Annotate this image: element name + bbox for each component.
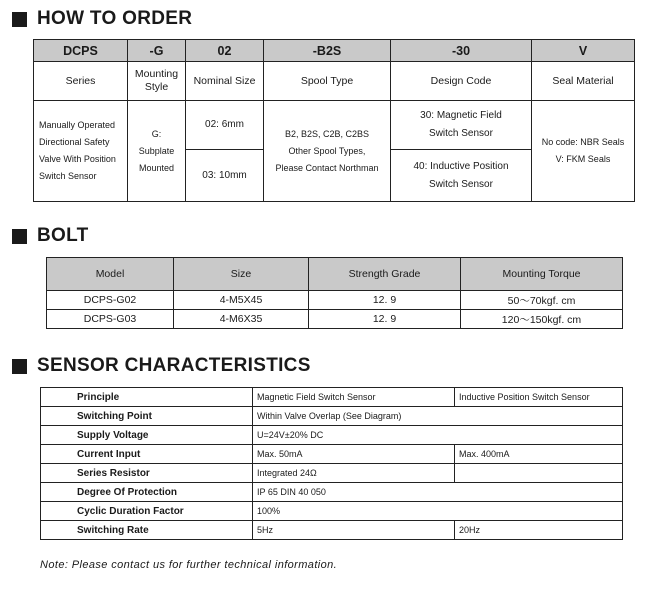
row-value: Magnetic Field Switch Sensor [253, 388, 455, 407]
row-value: Inductive Position Switch Sensor [455, 388, 623, 407]
desc-line: Manually Operated [39, 120, 116, 130]
desc-line: Please Contact Northman [275, 162, 379, 173]
section-title-text: BOLT [37, 225, 89, 246]
row-key: Current Input [41, 445, 253, 464]
label-spool: Spool Type [263, 61, 391, 101]
desc-line: Subplate [138, 145, 175, 156]
row-key: Degree Of Protection [41, 483, 253, 502]
table-row [47, 310, 623, 329]
desc-line: G: [151, 128, 162, 139]
code-seal: V [531, 39, 635, 62]
row-value: Max. 50mA [253, 445, 455, 464]
desc-seal [531, 100, 635, 202]
table-row [47, 291, 623, 310]
table-cell: DCPS-G03 [47, 310, 174, 329]
desc-line: Switch Sensor [39, 171, 97, 181]
table-cell: 12. 9 [309, 310, 461, 329]
table-row [41, 426, 623, 445]
desc-design-40 [390, 149, 532, 202]
label-size: Nominal Size [185, 61, 264, 101]
desc-line: V: FKM Seals [555, 154, 611, 164]
section-title-bolt [12, 225, 89, 247]
row-value: Integrated 24Ω [253, 464, 455, 483]
table-header-row [47, 258, 623, 291]
desc-line: No code: NBR Seals [541, 137, 625, 147]
code-mounting: -G [127, 39, 186, 62]
table-cell: DCPS-G02 [47, 291, 174, 310]
label-mounting: Mounting Style [127, 61, 186, 101]
desc-line: Valve With Position [39, 154, 116, 164]
row-value: 20Hz [455, 521, 623, 540]
label-seal: Seal Material [531, 61, 635, 101]
table-row [41, 502, 623, 521]
row-key: Principle [41, 388, 253, 407]
table-row [41, 407, 623, 426]
row-value: IP 65 DIN 40 050 [253, 483, 623, 502]
table-row [41, 483, 623, 502]
section-title-text: HOW TO ORDER [37, 8, 193, 29]
code-design: -30 [390, 39, 532, 62]
desc-series [33, 100, 128, 202]
section-title-order [12, 8, 192, 30]
desc-line: B2, B2S, C2B, C2BS [284, 128, 370, 139]
desc-spool [263, 100, 391, 202]
desc-size-03: 03: 10mm [185, 149, 264, 202]
desc-line: Other Spool Types, [288, 145, 366, 156]
table-cell: 4-M5X45 [174, 291, 309, 310]
table-cell: 4-M6X35 [174, 310, 309, 329]
desc-mounting [127, 100, 186, 202]
column-header: Strength Grade [309, 258, 461, 291]
code-size: 02 [185, 39, 264, 62]
footer-note: Note: Please contact us for further technical information. [40, 559, 338, 571]
section-bullet-icon [12, 12, 27, 27]
column-header: Model [47, 258, 174, 291]
desc-line: Switch Sensor [429, 178, 493, 190]
table-row [41, 464, 623, 483]
column-header: Mounting Torque [461, 258, 623, 291]
row-key: Switching Rate [41, 521, 253, 540]
table-cell: 120～150kgf. cm [461, 310, 623, 329]
code-spool: -B2S [263, 39, 391, 62]
desc-line: 40: Inductive Position [413, 160, 509, 172]
desc-design-30 [390, 100, 532, 150]
label-design: Design Code [390, 61, 532, 101]
desc-line: Directional Safety [39, 137, 110, 147]
column-header: Size [174, 258, 309, 291]
row-value: Within Valve Overlap (See Diagram) [253, 407, 623, 426]
row-value: 5Hz [253, 521, 455, 540]
code-series: DCPS [33, 39, 128, 62]
bolt-table [46, 257, 623, 329]
label-series: Series [33, 61, 128, 101]
sensor-table [40, 387, 623, 540]
row-key: Series Resistor [41, 464, 253, 483]
table-row [41, 521, 623, 540]
row-value: 100% [253, 502, 623, 521]
table-row [41, 388, 623, 407]
table-cell: 12. 9 [309, 291, 461, 310]
desc-line: Mounted [138, 162, 175, 173]
row-value-empty [455, 464, 623, 483]
desc-size-02: 02: 6mm [185, 100, 264, 150]
row-key: Cyclic Duration Factor [41, 502, 253, 521]
row-value: U=24V±20% DC [253, 426, 623, 445]
section-bullet-icon [12, 359, 27, 374]
desc-line: Switch Sensor [429, 128, 493, 139]
section-bullet-icon [12, 229, 27, 244]
row-key: Supply Voltage [41, 426, 253, 445]
desc-line: 30: Magnetic Field [420, 110, 502, 121]
table-row [41, 445, 623, 464]
row-key: Switching Point [41, 407, 253, 426]
section-title-sensor [12, 355, 311, 377]
section-title-text: SENSOR CHARACTERISTICS [37, 355, 311, 376]
table-cell: 50～70kgf. cm [461, 291, 623, 310]
row-value: Max. 400mA [455, 445, 623, 464]
